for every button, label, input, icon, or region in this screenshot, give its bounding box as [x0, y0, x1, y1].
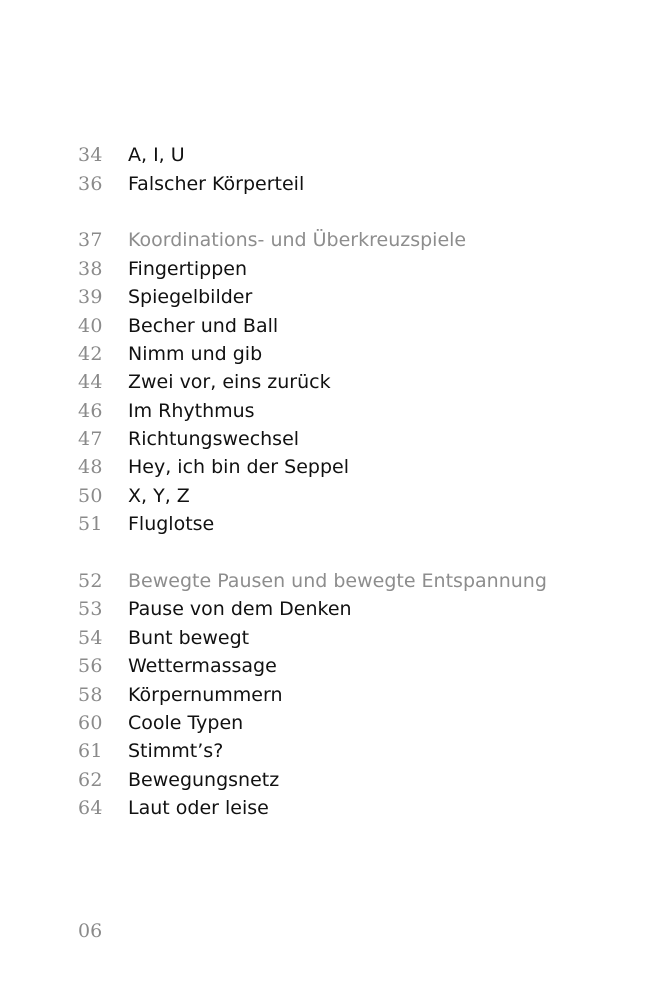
toc-page-number: 51: [78, 513, 103, 536]
toc-entry[interactable]: [0, 709, 664, 737]
toc-section-heading[interactable]: [0, 567, 664, 595]
toc-entry-title: Hey, ich bin der Seppel: [128, 456, 349, 479]
toc-section-heading[interactable]: [0, 226, 664, 254]
toc-page-number: 40: [78, 314, 103, 337]
toc-entry-title: Richtungswechsel: [128, 428, 300, 451]
toc-entry-title: A, I, U: [128, 144, 185, 167]
toc-page-number: 46: [78, 399, 103, 422]
toc-entry-title: Nimm und gib: [128, 342, 263, 365]
toc-entry[interactable]: [0, 510, 664, 538]
toc-entry-title: Im Rhythmus: [128, 399, 255, 422]
table-of-contents: [0, 141, 664, 822]
toc-entry[interactable]: [0, 425, 664, 453]
toc-entry[interactable]: [0, 680, 664, 708]
toc-entry-title: X, Y, Z: [128, 484, 190, 507]
toc-page-number: 39: [78, 286, 103, 309]
toc-page-number: 58: [78, 683, 103, 706]
toc-entry-title: Becher und Ball: [128, 314, 279, 337]
toc-entry[interactable]: [0, 311, 664, 339]
section-spacer: [0, 538, 664, 566]
toc-entry[interactable]: [0, 453, 664, 481]
toc-entry-title: Körpernummern: [128, 683, 283, 706]
toc-page-number: 48: [78, 456, 103, 479]
toc-entry[interactable]: [0, 397, 664, 425]
toc-entry-title: Coole Typen: [128, 712, 244, 734]
toc-entry[interactable]: [0, 624, 664, 652]
toc-page-number: 34: [78, 144, 103, 167]
toc-entry[interactable]: [0, 766, 664, 794]
toc-page-number: 47: [78, 428, 103, 451]
toc-page-number: 50: [78, 484, 103, 507]
toc-page-number: 56: [78, 655, 103, 678]
toc-page-number: 42: [78, 342, 103, 365]
toc-entry-title: Zwei vor, eins zurück: [128, 371, 331, 394]
toc-page-number: 38: [78, 257, 103, 280]
toc-entry-title: Wettermassage: [128, 655, 277, 678]
toc-page-number: 62: [78, 768, 103, 791]
toc-entry[interactable]: [0, 141, 664, 169]
toc-page-number: 60: [78, 712, 103, 734]
section-spacer: [0, 198, 664, 226]
toc-page-number: 36: [78, 172, 103, 195]
toc-entry[interactable]: [0, 169, 664, 197]
toc-entry[interactable]: [0, 595, 664, 623]
toc-entry-title: Spiegelbilder: [128, 286, 253, 309]
toc-page-number: 61: [78, 740, 103, 763]
toc-page-number: 44: [78, 371, 103, 394]
toc-entry-title: Bunt bewegt: [128, 626, 250, 649]
toc-page-number: 53: [78, 598, 103, 621]
toc-entry[interactable]: [0, 737, 664, 765]
toc-page-number: 52: [78, 570, 103, 593]
toc-entry-title: Fluglotse: [128, 513, 215, 536]
toc-section-title: Koordinations- und Überkreuzspiele: [128, 229, 467, 252]
toc-page-number: 54: [78, 626, 103, 649]
toc-entry[interactable]: [0, 283, 664, 311]
toc-entry-title: Falscher Körperteil: [128, 172, 305, 195]
toc-entry[interactable]: [0, 368, 664, 396]
toc-entry[interactable]: [0, 340, 664, 368]
toc-entry-title: Stimmt’s?: [128, 740, 224, 763]
toc-section-title: Bewegte Pausen und bewegte Entspannung: [128, 570, 547, 593]
toc-entry-title: Fingertippen: [128, 257, 248, 280]
toc-entry[interactable]: [0, 482, 664, 510]
toc-page-number: 37: [78, 229, 103, 252]
toc-page-number: 64: [78, 797, 103, 820]
toc-entry-title: Pause von dem Denken: [128, 598, 352, 621]
toc-entry-title: Laut oder leise: [128, 797, 269, 820]
toc-entry[interactable]: [0, 255, 664, 283]
page-number: 06: [78, 920, 103, 942]
toc-entry[interactable]: [0, 652, 664, 680]
toc-entry-title: Bewegungsnetz: [128, 768, 280, 791]
toc-entry[interactable]: [0, 794, 664, 822]
